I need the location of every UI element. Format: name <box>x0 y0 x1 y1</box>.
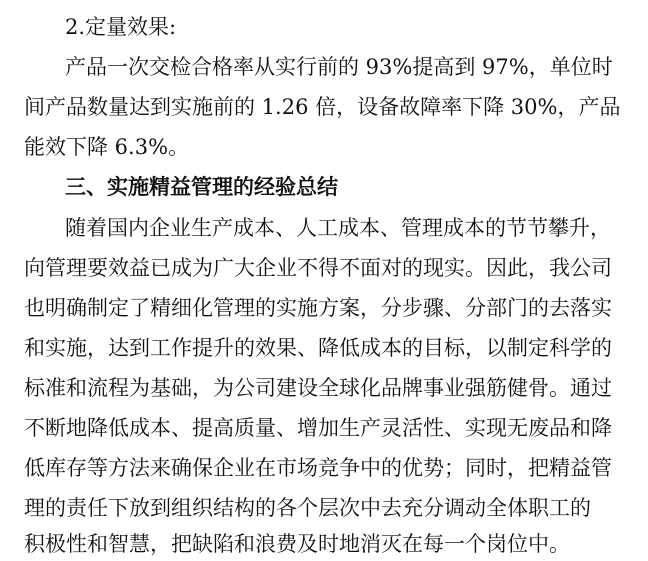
body-text-line: 积极性和智慧，把缺陷和浪费及时地消灭在每一个岗位中。 <box>24 532 570 556</box>
body-text-line: 向管理要效益已成为广大企业不得不面对的现实。因此，我公司 <box>24 256 612 280</box>
body-text-line: 和实施，达到工作提升的效果、降低成本的目标，以制定科学的 <box>24 336 612 360</box>
body-text-line: 不断地降低成本、提高质量、增加生产灵活性、实现无废品和降 <box>24 416 612 440</box>
body-text-line: 标准和流程为基础，为公司建设全球化品牌事业强筋健骨。通过 <box>24 376 612 400</box>
body-text-line: 随着国内企业生产成本、人工成本、管理成本的节节攀升， <box>65 216 611 240</box>
body-text-line: 能效下降 6.3%。 <box>24 135 190 159</box>
body-text-line: 间产品数量达到实施前的 1.26 倍，设备故障率下降 30%，产品 <box>24 95 621 119</box>
body-text-line: 低库存等方法来确保企业在市场竞争中的优势；同时，把精益管 <box>24 456 612 480</box>
body-text-line: 也明确制定了精细化管理的实施方案，分步骤、分部门的去落实 <box>24 296 612 320</box>
body-text-line: 理的责任下放到组织结构的各个层次中去充分调动全体职工的 <box>24 496 591 520</box>
section-heading-lean-management-summary: 三、实施精益管理的经验总结 <box>65 174 338 199</box>
section-heading-quantitative-effect: 2.定量效果: <box>65 15 177 39</box>
body-text-line: 产品一次交检合格率从实行前的 93%提高到 97%，单位时 <box>65 55 613 79</box>
